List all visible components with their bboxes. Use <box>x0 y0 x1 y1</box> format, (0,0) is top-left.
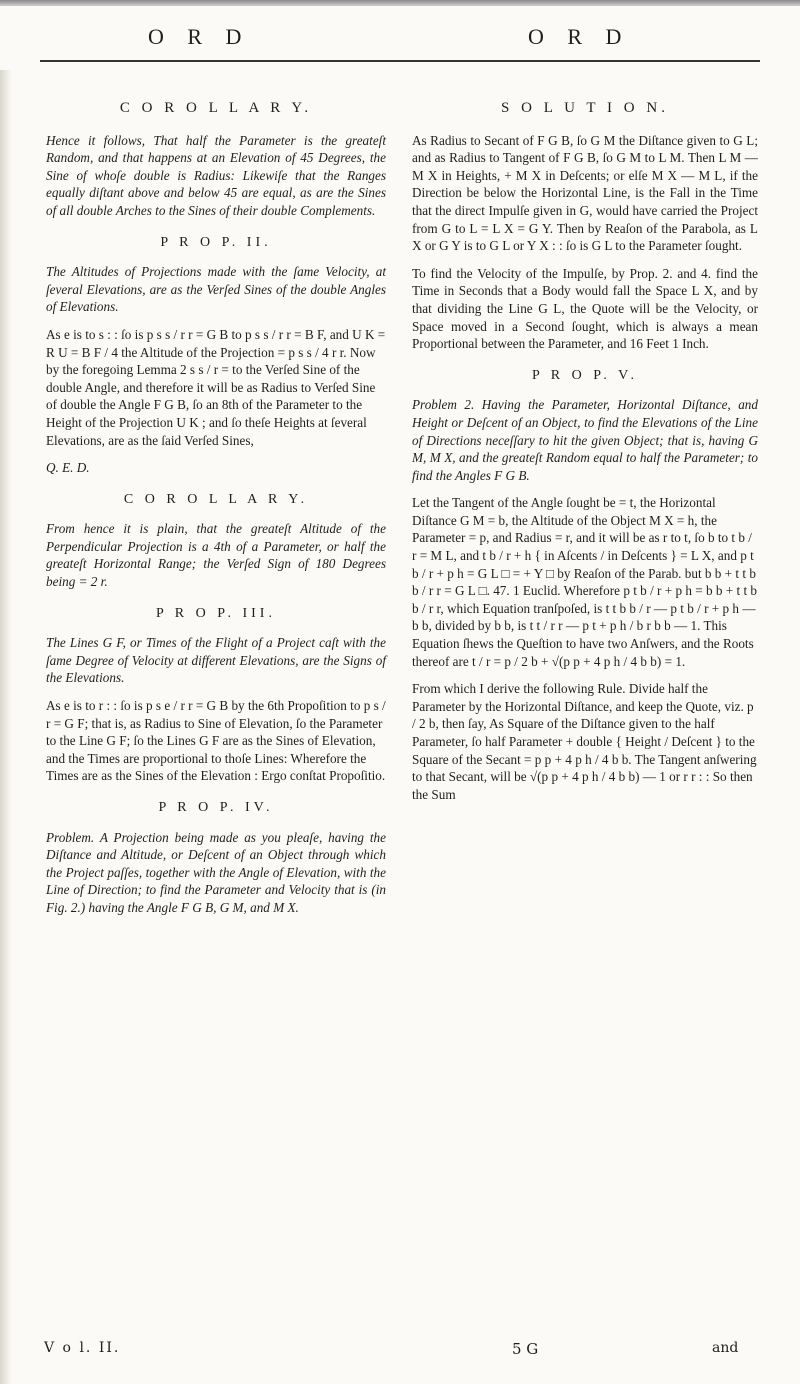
solution-text-2: To find the Velocity of the Impulſe, by Prop. 2. and 4. find the Time in Seconds that a Body would fall the Space L X, and by that dividing the Line G L, the Quote will be the Velocity, or Space moved in a Second ſought, which is always a mean Proportional between the Parameter, and 16 Feet 1 Inch. <box>412 265 758 352</box>
prop-3-heading: P R O P. III. <box>156 605 276 621</box>
prop-4-text: Problem. A Projection being made as you pleaſe, having the Diſtance and Altitude, or Deſcent of an Object through which the Project paſſes, together with the Angle of Elevation, with the Line of Direction; to find the Parameter and Velocity that is (in Fig. 2.) having the Angle F G B, G M, and M X. <box>46 829 386 915</box>
solution-heading: S O L U T I O N. <box>501 100 669 116</box>
prop-2-qed: Q. E. D. <box>46 460 90 476</box>
volume-mark: V o l. II. <box>44 1340 121 1356</box>
rule-text: From which I derive the following Rule. Divide half the Parameter by the Horizontal Diſtance, and keep the Quote, viz. p / 2 b, then ſay, As Square of the Diſtance given to the half Parameter, ſo half Parameter + double { Height / Deſcent } to the Square of the Secant = p p + 4 p h / 4 b b. The Tangent anſwering to that Secant, will be √(p p + 4 p h / 4 b b) — 1 or r r : : So then the Sum <box>412 681 760 802</box>
prop-3-statement: The Lines G F, or Times of the Flight of a Project caſt with the ſame Degree of Velocity at different Elevations, are the Signs of the Elevations. <box>46 635 386 686</box>
prop-4-heading: P R O P. IV. <box>158 800 274 815</box>
prop-2-proof: As e is to s : : ſo is p s s / r r = G B to p s s / r r = B F, and U K = R U = B F / 4 the Altitude of the Projection = p s s / 4 r r. Now by the foregoing Lemma 2 s s / r = to the Verſed Sine of the double Angle, and therefore it will be as Radius to Verſed Sine of double the Angle F G B, ſo an 8th of the Parameter to the Height of the Projection U K ; and ſo theſe Heights at ſeveral Elevations, are as the ſaid Verſed Sines, <box>46 326 389 448</box>
prop-3-proof: As e is to r : : ſo is p s e / r r = G B by the 6th Propoſition to p s / r = G F; that is, as Radius to Sine of Elevation, ſo the Parameter to the Line G F; ſo the Lines G F are as the Sines of Elevation, and the Times are proportional to thoſe Lines: Wherefore the Times are as the Sines of the Elevation : Ergo conſtat Propoſitio. <box>46 698 389 784</box>
top-rule <box>0 0 800 6</box>
page-gutter-shadow <box>0 70 12 1384</box>
signature-mark: 5 G <box>512 1340 539 1358</box>
corollary-2-text: From hence it is plain, that the greateſt Altitude of the Perpendicular Projection is a 4th of a Parameter, or half the greateſt Horizontal Range; the Verſed Sign of 180 Degrees being = 2 r. <box>46 521 386 590</box>
prop-5-work: Let the Tangent of the Angle ſought be = t, the Horizontal Diſtance G M = b, the Altitude of the Object M X = h, the Parameter = p, and Radius = r, and it will be as r to t, ſo b to t b / r = M L, and t b / r + h { in Aſcents / in Deſcents } = L X, and p t b / r + p h = G L □ = + Y □ by Reaſon of the Parab. but b b + t t b b / r r = G L □. 47. 1 Euclid. Wherefore p t b / r + p h = b b + t t b b / r r, which Equation tranſpoſed, is t t b b / r — p t b / r + p h — b b, divided by b b, is t t / r r — p t + p h / b r b b — 1. This Equation ſhews the Queſtion to have two Anſwers, and the Roots thereof are t / r = p / 2 b + √(p p + 4 p h / 4 b b) = 1. <box>412 495 761 669</box>
running-head-left: O R D <box>148 24 251 49</box>
prop-2-heading: P R O P. II. <box>160 234 272 250</box>
prop-5-statement: Problem 2. Having the Parameter, Horizontal Diſtance, and Height or Deſcent of an Object, to find the Elevations of the Line of Directions neceſſary to hit the given Object; that is, having G M, M X, and the greateſt Random equal to half the Parameter; to find the Angles F G B. <box>412 397 758 483</box>
right-column <box>412 100 761 813</box>
solution-text: As Radius to Secant of F G B, ſo G M the Diſtance given to G L; and as Radius to Tangent of F G B, ſo G M to L M. Then L M — M X in Heights, + M X in Deſcents; or elſe M X — M L, if the Direction be below the Horizontal Line, is the Fall in the Time that the direct Impulſe given in G, would have carried the Project from G to L = L X = G Y. Then by Reaſon of the Parabola, as L X or G Y is to G L or Y X : : ſo is G L to the Parameter ſought. <box>412 132 758 254</box>
left-column <box>46 100 389 927</box>
running-head <box>0 0 800 86</box>
prop-5-heading: P R O P. V. <box>531 367 638 383</box>
prop-2-statement: The Altitudes of Projections made with the ſame Velocity, at ſeveral Elevations, are as the Verſed Sines of the double Angles of Elevations. <box>46 264 386 315</box>
catchword: and <box>712 1340 739 1356</box>
corollary-heading: C O R O L L A R Y. <box>119 100 313 116</box>
running-head-right: O R D <box>528 24 631 49</box>
header-rule <box>40 60 760 62</box>
corollary-text: Hence it follows, That half the Parameter is the greateſt Random, and that happens at an Elevation of 45 Degrees, the Sine of whoſe double is Radius: Likewiſe that the Ranges equally diſtant above and below 45 are equal, as are the Sines of all double Arches to the Sines of their double Complements. <box>46 132 386 218</box>
corollary-2-heading: C O R O L L A R Y. <box>123 491 309 507</box>
